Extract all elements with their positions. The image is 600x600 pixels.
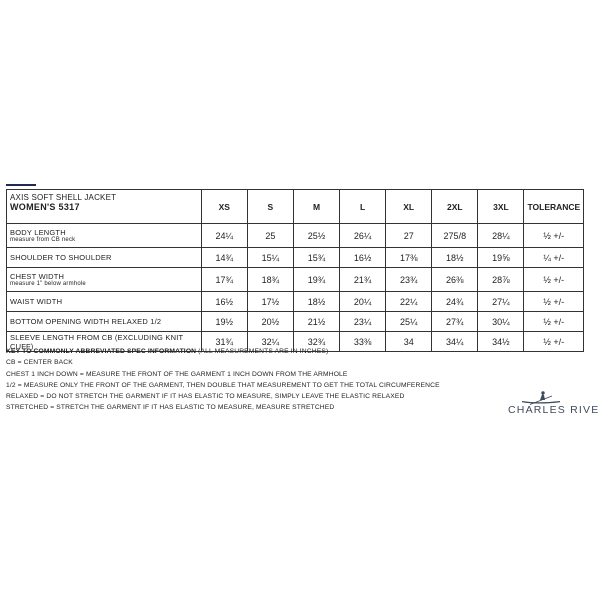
measurement-value: 19⅝ [478,248,524,268]
measurement-value: 27¾ [432,312,478,332]
table-row [7,268,584,292]
measurement-label: BOTTOM OPENING WIDTH RELAXED 1/2 [10,317,162,326]
measurement-value: 14¾ [201,248,247,268]
measurement-value: 27¼ [478,292,524,312]
key-line: STRETCHED = STRETCH THE GARMENT IF IT HAS ELASTIC TO MEASURE, MEASURE STRETCHED [6,404,335,412]
table-row [7,292,584,312]
tolerance-header: TOLERANCE [524,190,584,224]
measurement-value: 275/8 [432,224,478,248]
measurement-value: 21¾ [340,268,386,292]
key-line: CHEST 1 INCH DOWN = MEASURE THE FRONT OF THE GARMENT 1 INCH DOWN FROM THE ARMHOLE [6,370,348,378]
measurement-value: 20¼ [340,292,386,312]
measurement-value: 30¼ [478,312,524,332]
key-note: (ALL MEASUREMENTS ARE IN INCHES) [198,348,329,355]
measurement-value: 28⅞ [478,268,524,292]
table-header-row [7,190,584,224]
key-heading-line [6,346,476,357]
size-spec-table [6,189,584,352]
measurement-value: 25¼ [386,312,432,332]
measurement-value: 34½ [478,332,524,352]
measurement-value: 23¼ [340,312,386,332]
measurement-value: 18¾ [247,268,293,292]
measurement-value: 24¾ [432,292,478,312]
measurement-label-cell [7,268,202,292]
measurement-value: 18½ [293,292,339,312]
measurement-label: SLEEVE LENGTH FROM CB (EXCLUDING KNIT CUFF) [10,332,184,351]
product-style: WOMEN'S 5317 [10,202,80,212]
measurement-value: 20½ [247,312,293,332]
product-title: AXIS SOFT SHELL JACKET [10,193,117,202]
measurement-label: BODY LENGTH [10,227,66,237]
measurement-value: 19½ [201,312,247,332]
size-header-l: L [340,190,386,224]
measurement-value: 15¾ [293,248,339,268]
tolerance-value: ½ +/- [524,332,584,352]
measurement-value: 18½ [432,248,478,268]
measurement-value: 16½ [340,248,386,268]
measurement-value: 16½ [201,292,247,312]
measurement-label-cell [7,292,202,312]
key-line: CB = CENTER BACK [6,359,73,367]
measurement-label-cell [7,248,202,268]
measurement-value: 23¾ [386,268,432,292]
measurement-value: 32¼ [247,332,293,352]
key-heading: KEY TO COMMONLY ABBREVIATED SPEC INFORMATION [6,348,197,355]
key-line: RELAXED = DO NOT STRETCH THE GARMENT IF IT HAS ELASTIC TO MEASURE, SIMPLY LEAVE THE ELASTIC RELAXED [6,393,405,401]
measurement-value: 17¾ [201,268,247,292]
measurement-value: 19¾ [293,268,339,292]
measurement-value: 31¾ [201,332,247,352]
measurement-value: 27 [386,224,432,248]
accent-line [6,184,36,186]
measurement-label: WAIST WIDTH [10,297,63,306]
product-title-cell [7,190,202,224]
tolerance-value: ½ +/- [524,292,584,312]
size-header-3xl: 3XL [478,190,524,224]
size-header-m: M [293,190,339,224]
measurement-note: measure from CB neck [10,236,76,243]
measurement-value: 15¼ [247,248,293,268]
table-row [7,248,584,268]
tolerance-value: ½ +/- [524,268,584,292]
tolerance-value: ¼ +/- [524,248,584,268]
measurement-value: 25 [247,224,293,248]
abbreviation-key [6,346,476,414]
measurement-value: 17½ [247,292,293,312]
brand-name: CHARLES RIVE [508,404,600,416]
size-header-2xl: 2XL [432,190,478,224]
measurement-note: measure 1" below armhole [10,280,86,287]
table-row [7,224,584,248]
table-row [7,312,584,332]
size-header-xl: XL [386,190,432,224]
measurement-value: 22¼ [386,292,432,312]
measurement-value: 33⅜ [340,332,386,352]
measurement-value: 34¼ [432,332,478,352]
tolerance-value: ½ +/- [524,312,584,332]
measurement-value: 17⅜ [386,248,432,268]
measurement-label: SHOULDER TO SHOULDER [10,253,112,262]
size-header-s: S [247,190,293,224]
measurement-value: 28¼ [478,224,524,248]
measurement-label-cell [7,312,202,332]
size-header-xs: XS [201,190,247,224]
measurement-value: 26⅜ [432,268,478,292]
measurement-value: 32¾ [293,332,339,352]
measurement-label: CHEST WIDTH [10,271,65,281]
tolerance-value: ½ +/- [524,224,584,248]
measurement-value: 25½ [293,224,339,248]
measurement-value: 21½ [293,312,339,332]
brand-logo [508,388,600,430]
measurement-value: 24¼ [201,224,247,248]
measurement-value: 26¼ [340,224,386,248]
measurement-value: 34 [386,332,432,352]
key-line: 1/2 = MEASURE ONLY THE FRONT OF THE GARMENT, THEN DOUBLE THAT MEASUREMENT TO GET THE TOTAL CIRCUMFERENCE [6,381,440,389]
measurement-label-cell [7,224,202,248]
